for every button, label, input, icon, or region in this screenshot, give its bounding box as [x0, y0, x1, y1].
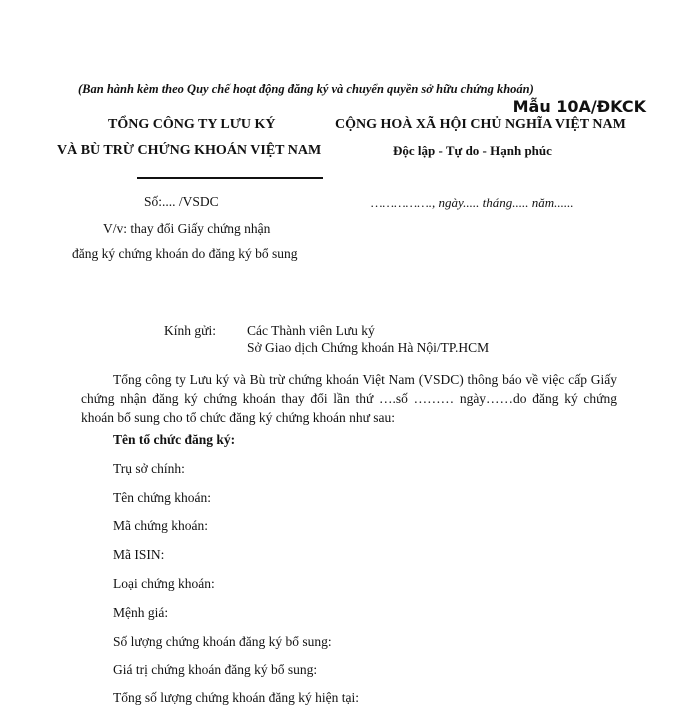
national-title: CỘNG HOÀ XÃ HỘI CHỦ NGHĨA VIỆT NAM: [335, 117, 626, 132]
notice-paragraph: Tổng công ty Lưu ký và Bù trừ chứng khoán Việt Nam (VSDC) thông báo về việc cấp Giấy chứng nhận đăng ký chứng khoán thay đổi lần thứ ….số ……… ngày……do đăng ký chứng khoán bổ sung cho tổ chức đăng ký chứng khoán như sau:: [81, 372, 617, 425]
subject-line-2: đăng ký chứng khoán do đăng ký bổ sung: [72, 246, 298, 261]
recipient-1: Các Thành viên Lưu ký: [247, 323, 375, 338]
recipient-2: Sở Giao dịch Chứng khoán Hà Nội/TP.HCM: [247, 340, 490, 355]
registered-organization-heading: Tên tổ chức đăng ký:: [113, 432, 236, 447]
organization-underline: [137, 177, 323, 179]
form-code: Mẫu 10A/ĐKCK: [512, 97, 646, 116]
field-security-type: Loại chứng khoán:: [113, 576, 215, 591]
field-par-value: Mệnh giá:: [113, 605, 169, 620]
place-date-line: ……………., ngày..... tháng..... năm......: [371, 195, 574, 210]
subject-line-1: V/v: thay đổi Giấy chứng nhận: [103, 221, 271, 236]
document-number: Số:.... /VSDC: [144, 194, 219, 209]
field-security-code: Mã chứng khoán:: [113, 518, 209, 533]
national-motto: Độc lập - Tự do - Hạnh phúc: [393, 143, 552, 158]
organization-name-line2: VÀ BÙ TRỪ CHỨNG KHOÁN VIỆT NAM: [57, 143, 322, 158]
field-security-name: Tên chứng khoán:: [113, 490, 212, 505]
field-head-office: Trụ sở chính:: [113, 461, 185, 476]
field-total-quantity: Tổng số lượng chứng khoán đăng ký hiện tại:: [113, 690, 359, 705]
field-additional-quantity: Số lượng chứng khoán đăng ký bổ sung:: [113, 634, 332, 649]
organization-name-line1: TỔNG CÔNG TY LƯU KÝ: [108, 117, 276, 132]
regulation-caption: (Ban hành kèm theo Quy chế hoạt động đăng ký và chuyển quyền sở hữu chứng khoán): [78, 82, 534, 96]
field-isin: Mã ISIN:: [113, 547, 165, 562]
field-additional-value: Giá trị chứng khoán đăng ký bổ sung:: [113, 662, 318, 677]
recipients-label: Kính gửi:: [164, 323, 216, 338]
